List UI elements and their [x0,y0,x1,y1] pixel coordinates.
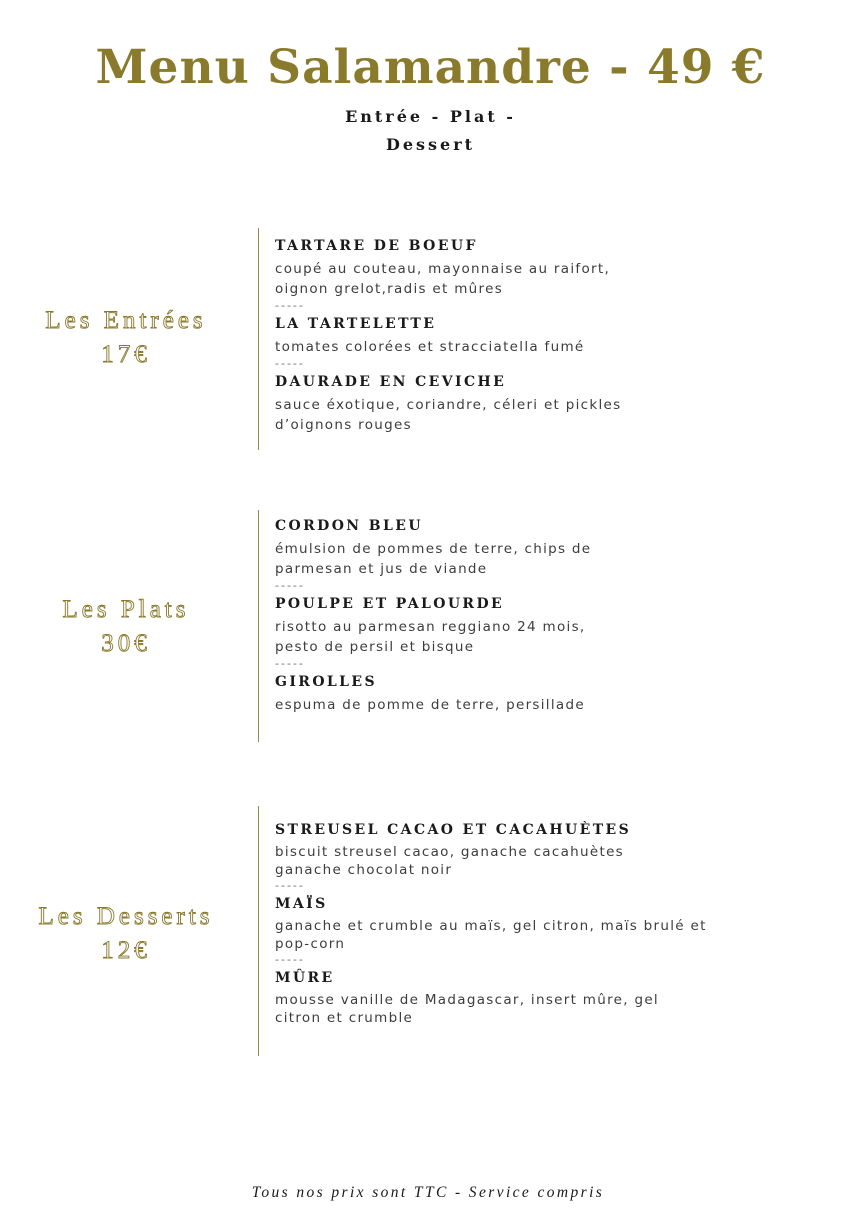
item-separator: ----- [275,299,305,312]
item-description [275,337,745,357]
item-title: LA TARTELETTE [275,316,437,332]
description-line: ganache chocolat noir [275,862,453,878]
section-divider [258,806,259,1056]
description-line: espuma de pomme de terre, persillade [275,697,585,713]
item-separator: ----- [275,953,305,966]
item-description [275,539,745,579]
description-line: pesto de persil et bisque [275,639,475,655]
item-separator: ----- [275,357,305,370]
item-separator: ----- [275,879,305,892]
item-description [275,695,745,715]
menu-item [275,894,745,953]
menu-items [275,236,745,435]
subtitle-line: Entrée - Plat - [345,107,516,126]
menu-item [275,968,745,1027]
menu-item [275,314,745,357]
subtitle-line: Dessert [385,135,476,154]
description-line: pop-corn [275,936,346,952]
page-title: Menu Salamandre - 49 € [95,40,766,95]
item-separator: ----- [275,657,305,670]
description-line: parmesan et jus de viande [275,561,488,577]
menu-item [275,594,745,657]
menu-item [275,236,745,299]
item-title: DAURADE EN CEVICHE [275,374,507,390]
description-line: d’oignons rouges [275,417,412,433]
item-title: CORDON BLEU [275,518,423,534]
description-line: émulsion de pommes de terre, chips de [275,541,592,557]
section-price: 12€ [101,937,151,964]
description-line: tomates colorées et stracciatella fumé [275,339,585,355]
item-title: MÛRE [275,970,335,986]
section-price: 30€ [101,630,151,657]
footer-note: Tous nos prix sont TTC - Service compris [251,1184,605,1201]
description-line: oignon grelot,radis et mûres [275,281,504,297]
section-label [20,900,232,968]
page-subtitle [0,103,861,159]
item-separator: ----- [275,579,305,592]
section-name: Les Plats [62,596,190,623]
section-divider [258,228,259,450]
item-description [275,395,745,435]
menu-item [275,820,745,879]
description-line: sauce éxotique, coriandre, céleri et pickles [275,397,622,413]
item-description [275,843,745,879]
section-price: 17€ [101,341,151,368]
menu-item [275,372,745,435]
menu-item [275,672,745,715]
item-title: POULPE ET PALOURDE [275,596,505,612]
section-name: Les Desserts [38,903,214,930]
description-line: mousse vanille de Madagascar, insert mûre, gel [275,992,659,1008]
description-line: citron et crumble [275,1010,414,1026]
description-line: risotto au parmesan reggiano 24 mois, [275,619,586,635]
item-description [275,617,745,657]
section-name: Les Entrées [45,307,207,334]
item-title: GIROLLES [275,674,378,690]
section-label [20,593,232,661]
item-title: STREUSEL CACAO ET CACAHUÈTES [275,822,632,838]
description-line: ganache et crumble au maïs, gel citron, maïs brulé et [275,918,707,934]
description-line: coupé au couteau, mayonnaise au raifort, [275,261,611,277]
item-description [275,259,745,299]
item-title: TARTARE DE BOEUF [275,238,478,254]
item-description [275,917,745,953]
section-label [20,304,232,372]
item-description [275,991,745,1027]
description-line: biscuit streusel cacao, ganache cacahuètes [275,844,625,860]
menu-items [275,820,745,1027]
item-title: MAÏS [275,896,328,912]
menu-item [275,516,745,579]
menu-items [275,516,745,715]
section-divider [258,510,259,742]
